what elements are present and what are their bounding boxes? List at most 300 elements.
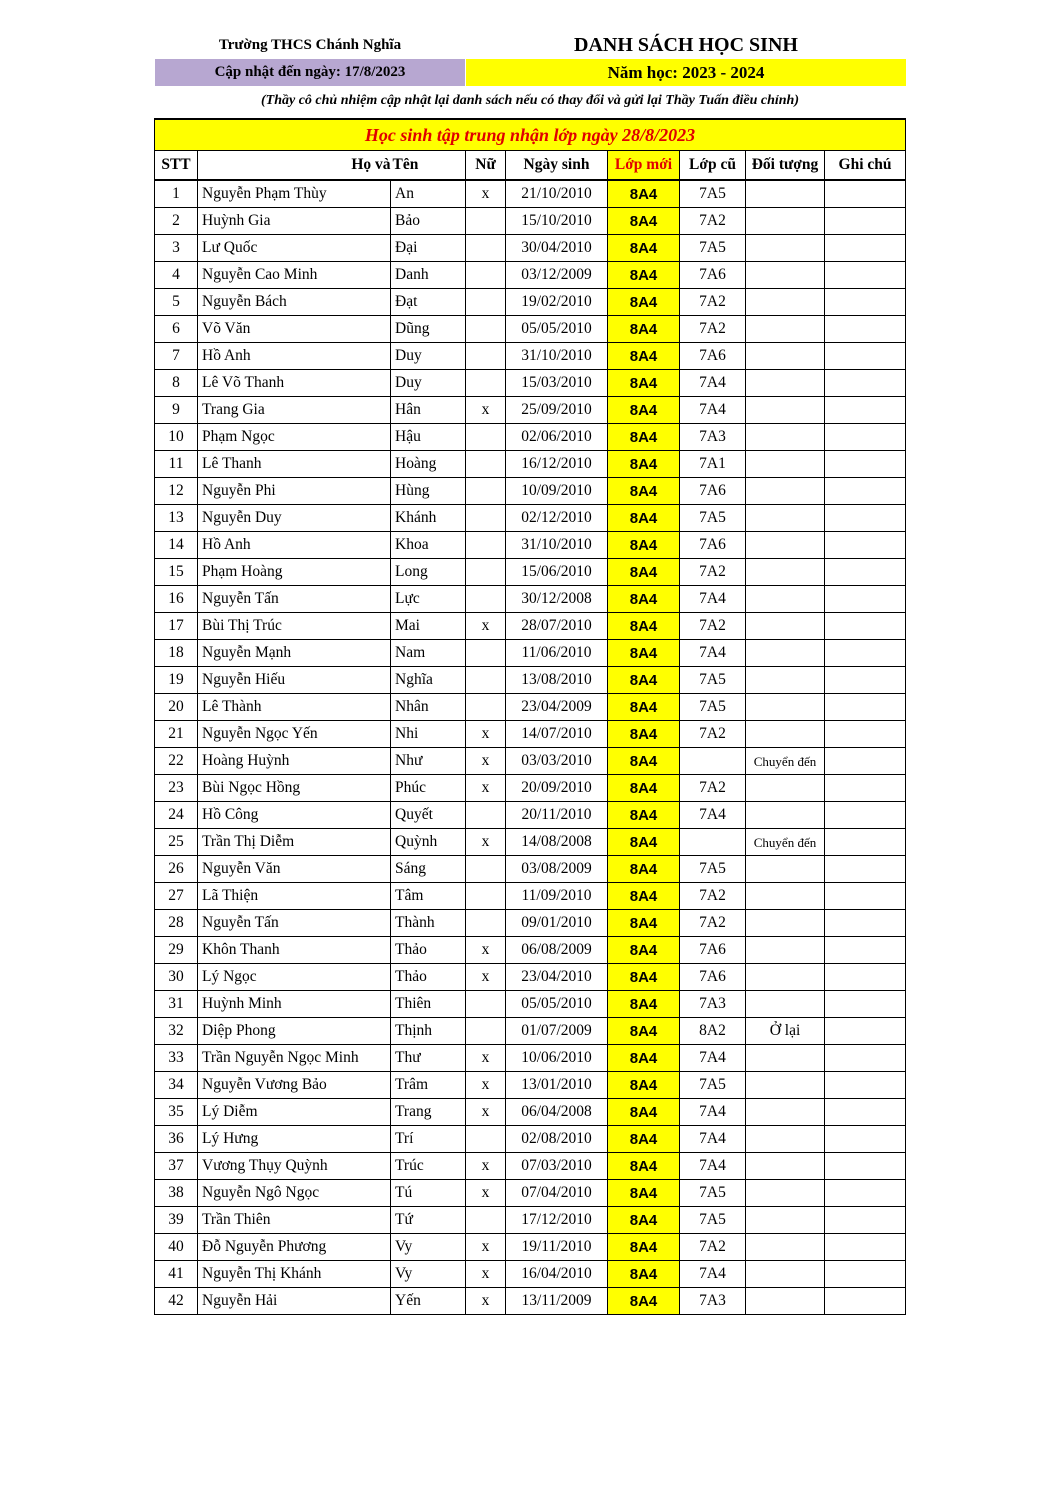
student-list: [154, 118, 905, 1315]
cell-hoten: Nguyễn Thị Khánh: [198, 1261, 391, 1288]
cell-lopcu: 7A4: [680, 640, 746, 667]
table-row: [155, 1234, 906, 1261]
cell-hoten: Lư Quốc: [198, 235, 391, 262]
cell-lopcu: 7A2: [680, 208, 746, 235]
cell-hoten: Võ Văn: [198, 316, 391, 343]
table-row: [155, 505, 906, 532]
table-row: [155, 775, 906, 802]
cell-lopmoi: 8A4: [608, 1180, 680, 1207]
cell-lopmoi: 8A4: [608, 505, 680, 532]
cell-nu: x: [466, 1288, 506, 1315]
cell-nu: [466, 1018, 506, 1045]
cell-ten: Như: [391, 748, 466, 775]
cell-ten: Phúc: [391, 775, 466, 802]
cell-doituong: [746, 180, 825, 208]
cell-hoten: Nguyễn Phạm Thùy: [198, 180, 391, 208]
cell-ghichu: [825, 424, 906, 451]
cell-ghichu: [825, 640, 906, 667]
cell-nu: x: [466, 775, 506, 802]
cell-nu: x: [466, 1180, 506, 1207]
col-hoten: Họ và: [198, 151, 391, 181]
cell-stt: 32: [155, 1018, 198, 1045]
cell-ghichu: [825, 235, 906, 262]
cell-lopmoi: 8A4: [608, 856, 680, 883]
cell-ngaysinh: 02/12/2010: [506, 505, 608, 532]
cell-lopmoi: 8A4: [608, 775, 680, 802]
cell-nu: x: [466, 721, 506, 748]
student-table: [154, 118, 906, 1315]
cell-hoten: Nguyễn Hải: [198, 1288, 391, 1315]
cell-ghichu: [825, 208, 906, 235]
table-row: [155, 829, 906, 856]
cell-ghichu: [825, 316, 906, 343]
cell-ten: Danh: [391, 262, 466, 289]
cell-lopmoi: 8A4: [608, 262, 680, 289]
cell-lopmoi: 8A4: [608, 1153, 680, 1180]
cell-ngaysinh: 30/04/2010: [506, 235, 608, 262]
cell-stt: 15: [155, 559, 198, 586]
cell-ten: Thịnh: [391, 1018, 466, 1045]
table-row: [155, 235, 906, 262]
col-ten: Tên: [391, 151, 466, 181]
table-row: [155, 1072, 906, 1099]
cell-ghichu: [825, 991, 906, 1018]
cell-ten: Nghĩa: [391, 667, 466, 694]
cell-stt: 18: [155, 640, 198, 667]
cell-stt: 33: [155, 1045, 198, 1072]
cell-ghichu: [825, 451, 906, 478]
cell-lopmoi: 8A4: [608, 478, 680, 505]
cell-lopmoi: 8A4: [608, 964, 680, 991]
cell-stt: 10: [155, 424, 198, 451]
cell-lopmoi: 8A4: [608, 1099, 680, 1126]
cell-doituong: [746, 883, 825, 910]
cell-ghichu: [825, 397, 906, 424]
cell-lopmoi: 8A4: [608, 1126, 680, 1153]
table-row: [155, 343, 906, 370]
cell-ghichu: [825, 1072, 906, 1099]
table-row: [155, 262, 906, 289]
cell-lopmoi: 8A4: [608, 883, 680, 910]
cell-ghichu: [825, 910, 906, 937]
cell-ten: Khoa: [391, 532, 466, 559]
cell-nu: x: [466, 1153, 506, 1180]
cell-lopcu: 7A5: [680, 505, 746, 532]
cell-stt: 25: [155, 829, 198, 856]
cell-doituong: [746, 451, 825, 478]
cell-lopcu: 7A5: [680, 1180, 746, 1207]
cell-lopcu: 7A2: [680, 559, 746, 586]
table-row: [155, 424, 906, 451]
cell-stt: 41: [155, 1261, 198, 1288]
table-row: [155, 802, 906, 829]
table-row: [155, 613, 906, 640]
cell-ngaysinh: 14/07/2010: [506, 721, 608, 748]
cell-ten: Hân: [391, 397, 466, 424]
cell-doituong: [746, 937, 825, 964]
col-lopcu: Lớp cũ: [680, 151, 746, 181]
cell-lopcu: 7A4: [680, 1261, 746, 1288]
cell-ngaysinh: 02/08/2010: [506, 1126, 608, 1153]
table-row: [155, 208, 906, 235]
cell-ten: Trang: [391, 1099, 466, 1126]
cell-ngaysinh: 16/04/2010: [506, 1261, 608, 1288]
cell-ngaysinh: 15/03/2010: [506, 370, 608, 397]
cell-lopmoi: 8A4: [608, 748, 680, 775]
cell-lopmoi: 8A4: [608, 937, 680, 964]
column-header-row: [155, 151, 906, 181]
cell-ngaysinh: 14/08/2008: [506, 829, 608, 856]
cell-stt: 20: [155, 694, 198, 721]
cell-nu: [466, 235, 506, 262]
col-lopmoi: Lớp mới: [608, 151, 680, 181]
table-row: [155, 937, 906, 964]
cell-lopcu: 7A5: [680, 667, 746, 694]
cell-ngaysinh: 17/12/2010: [506, 1207, 608, 1234]
cell-hoten: Nguyễn Tấn: [198, 586, 391, 613]
cell-ghichu: [825, 1045, 906, 1072]
cell-lopcu: 7A4: [680, 1126, 746, 1153]
cell-hoten: Nguyễn Mạnh: [198, 640, 391, 667]
school-year: Năm học: 2023 - 2024: [466, 59, 906, 86]
cell-lopmoi: 8A4: [608, 208, 680, 235]
table-row: [155, 1126, 906, 1153]
cell-doituong: [746, 235, 825, 262]
cell-ten: Thư: [391, 1045, 466, 1072]
cell-lopmoi: 8A4: [608, 235, 680, 262]
cell-lopmoi: 8A4: [608, 1018, 680, 1045]
cell-stt: 31: [155, 991, 198, 1018]
cell-ngaysinh: 15/10/2010: [506, 208, 608, 235]
cell-ten: Duy: [391, 343, 466, 370]
cell-ghichu: [825, 802, 906, 829]
cell-lopmoi: 8A4: [608, 586, 680, 613]
cell-stt: 8: [155, 370, 198, 397]
table-body: [155, 180, 906, 1315]
cell-doituong: [746, 289, 825, 316]
cell-lopcu: 7A5: [680, 1207, 746, 1234]
cell-lopcu: 7A5: [680, 180, 746, 208]
cell-stt: 28: [155, 910, 198, 937]
cell-ngaysinh: 13/01/2010: [506, 1072, 608, 1099]
cell-stt: 38: [155, 1180, 198, 1207]
cell-hoten: Lý Diễm: [198, 1099, 391, 1126]
cell-ngaysinh: 07/04/2010: [506, 1180, 608, 1207]
cell-lopmoi: 8A4: [608, 1288, 680, 1315]
cell-lopmoi: 8A4: [608, 316, 680, 343]
cell-hoten: Lê Thanh: [198, 451, 391, 478]
cell-doituong: [746, 721, 825, 748]
cell-lopcu: 7A6: [680, 937, 746, 964]
cell-doituong: [746, 478, 825, 505]
cell-hoten: Phạm Ngọc: [198, 424, 391, 451]
cell-nu: [466, 505, 506, 532]
cell-nu: x: [466, 397, 506, 424]
cell-hoten: Nguyễn Hiếu: [198, 667, 391, 694]
cell-stt: 21: [155, 721, 198, 748]
cell-ghichu: [825, 478, 906, 505]
cell-ngaysinh: 06/08/2009: [506, 937, 608, 964]
cell-stt: 2: [155, 208, 198, 235]
cell-doituong: [746, 559, 825, 586]
cell-nu: [466, 424, 506, 451]
cell-lopmoi: 8A4: [608, 1207, 680, 1234]
cell-ten: Hoàng: [391, 451, 466, 478]
cell-hoten: Nguyễn Vương Bảo: [198, 1072, 391, 1099]
table-row: [155, 1180, 906, 1207]
cell-nu: [466, 667, 506, 694]
cell-ghichu: [825, 964, 906, 991]
cell-lopcu: 7A6: [680, 532, 746, 559]
cell-stt: 36: [155, 1126, 198, 1153]
cell-ten: Lực: [391, 586, 466, 613]
cell-ngaysinh: 16/12/2010: [506, 451, 608, 478]
cell-ten: Nam: [391, 640, 466, 667]
cell-stt: 34: [155, 1072, 198, 1099]
cell-stt: 11: [155, 451, 198, 478]
cell-hoten: Hoàng Huỳnh: [198, 748, 391, 775]
cell-lopcu: 7A2: [680, 289, 746, 316]
cell-lopmoi: 8A4: [608, 910, 680, 937]
cell-ten: Thảo: [391, 964, 466, 991]
cell-ten: Nhi: [391, 721, 466, 748]
cell-hoten: Hồ Anh: [198, 343, 391, 370]
table-row: [155, 856, 906, 883]
cell-stt: 39: [155, 1207, 198, 1234]
cell-ghichu: [825, 937, 906, 964]
cell-nu: [466, 856, 506, 883]
cell-ten: Quyết: [391, 802, 466, 829]
cell-lopcu: 7A1: [680, 451, 746, 478]
cell-lopcu: 7A3: [680, 424, 746, 451]
table-row: [155, 451, 906, 478]
cell-nu: [466, 694, 506, 721]
cell-hoten: Bùi Thị Trúc: [198, 613, 391, 640]
cell-doituong: [746, 397, 825, 424]
cell-hoten: Trần Nguyễn Ngọc Minh: [198, 1045, 391, 1072]
cell-lopcu: 7A3: [680, 991, 746, 1018]
cell-hoten: Trần Thiên: [198, 1207, 391, 1234]
table-row: [155, 991, 906, 1018]
cell-ten: Đạt: [391, 289, 466, 316]
cell-lopcu: 7A6: [680, 262, 746, 289]
cell-ghichu: [825, 694, 906, 721]
cell-lopmoi: 8A4: [608, 397, 680, 424]
cell-doituong: Chuyển đến: [746, 829, 825, 856]
cell-nu: x: [466, 964, 506, 991]
table-row: [155, 586, 906, 613]
cell-lopcu: 7A2: [680, 883, 746, 910]
cell-lopmoi: 8A4: [608, 721, 680, 748]
cell-hoten: Lý Hưng: [198, 1126, 391, 1153]
cell-lopmoi: 8A4: [608, 370, 680, 397]
cell-ngaysinh: 13/11/2009: [506, 1288, 608, 1315]
cell-ten: Long: [391, 559, 466, 586]
cell-stt: 26: [155, 856, 198, 883]
cell-nu: [466, 451, 506, 478]
table-row: [155, 694, 906, 721]
cell-hoten: Nguyễn Bách: [198, 289, 391, 316]
cell-hoten: Bùi Ngọc Hồng: [198, 775, 391, 802]
cell-ngaysinh: 10/09/2010: [506, 478, 608, 505]
cell-doituong: [746, 1099, 825, 1126]
cell-nu: x: [466, 613, 506, 640]
cell-doituong: [746, 775, 825, 802]
cell-doituong: [746, 424, 825, 451]
cell-ten: Thành: [391, 910, 466, 937]
cell-nu: [466, 559, 506, 586]
cell-ghichu: [825, 1180, 906, 1207]
table-row: [155, 640, 906, 667]
cell-ghichu: [825, 586, 906, 613]
cell-lopmoi: 8A4: [608, 1072, 680, 1099]
cell-nu: x: [466, 1261, 506, 1288]
table-row: [155, 1018, 906, 1045]
cell-lopcu: 7A2: [680, 316, 746, 343]
cell-doituong: [746, 1072, 825, 1099]
cell-hoten: Khôn Thanh: [198, 937, 391, 964]
cell-ngaysinh: 19/02/2010: [506, 289, 608, 316]
cell-lopcu: 7A2: [680, 721, 746, 748]
cell-lopmoi: 8A4: [608, 424, 680, 451]
cell-hoten: Nguyễn Ngọc Yến: [198, 721, 391, 748]
table-row: [155, 1261, 906, 1288]
banner-row: [155, 119, 906, 151]
cell-lopcu: 7A4: [680, 397, 746, 424]
table-row: [155, 370, 906, 397]
cell-ten: Tứ: [391, 1207, 466, 1234]
cell-lopmoi: 8A4: [608, 667, 680, 694]
cell-ten: Trí: [391, 1126, 466, 1153]
cell-ghichu: [825, 289, 906, 316]
table-row: [155, 964, 906, 991]
cell-lopmoi: 8A4: [608, 694, 680, 721]
table-row: [155, 397, 906, 424]
cell-lopcu: 7A2: [680, 613, 746, 640]
cell-ngaysinh: 11/09/2010: [506, 883, 608, 910]
table-row: [155, 1099, 906, 1126]
cell-lopcu: 7A2: [680, 775, 746, 802]
cell-hoten: Nguyễn Tấn: [198, 910, 391, 937]
cell-ghichu: [825, 1234, 906, 1261]
cell-ghichu: [825, 721, 906, 748]
cell-hoten: Diệp Phong: [198, 1018, 391, 1045]
cell-lopmoi: 8A4: [608, 451, 680, 478]
cell-ten: Thiên: [391, 991, 466, 1018]
cell-nu: [466, 640, 506, 667]
cell-ngaysinh: 07/03/2010: [506, 1153, 608, 1180]
cell-ghichu: [825, 748, 906, 775]
cell-doituong: [746, 910, 825, 937]
cell-ngaysinh: 03/03/2010: [506, 748, 608, 775]
cell-lopmoi: 8A4: [608, 532, 680, 559]
cell-nu: [466, 343, 506, 370]
table-row: [155, 289, 906, 316]
cell-ngaysinh: 31/10/2010: [506, 343, 608, 370]
cell-lopmoi: 8A4: [608, 802, 680, 829]
cell-nu: x: [466, 829, 506, 856]
cell-ngaysinh: 03/08/2009: [506, 856, 608, 883]
cell-hoten: Nguyễn Văn: [198, 856, 391, 883]
cell-ghichu: [825, 1207, 906, 1234]
cell-stt: 4: [155, 262, 198, 289]
cell-lopmoi: 8A4: [608, 1234, 680, 1261]
cell-lopcu: 7A3: [680, 1288, 746, 1315]
cell-ten: Khánh: [391, 505, 466, 532]
cell-nu: [466, 316, 506, 343]
cell-stt: 3: [155, 235, 198, 262]
cell-doituong: [746, 856, 825, 883]
cell-nu: [466, 262, 506, 289]
updated-date: Cập nhật đến ngày: 17/8/2023: [155, 59, 465, 86]
cell-stt: 22: [155, 748, 198, 775]
cell-doituong: [746, 1126, 825, 1153]
cell-ngaysinh: 20/09/2010: [506, 775, 608, 802]
cell-ghichu: [825, 829, 906, 856]
cell-ngaysinh: 31/10/2010: [506, 532, 608, 559]
cell-lopmoi: 8A4: [608, 1045, 680, 1072]
cell-doituong: [746, 640, 825, 667]
cell-ghichu: [825, 532, 906, 559]
cell-hoten: Nguyễn Ngô Ngọc: [198, 1180, 391, 1207]
cell-ten: Tâm: [391, 883, 466, 910]
cell-lopcu: 7A4: [680, 802, 746, 829]
cell-lopmoi: 8A4: [608, 1261, 680, 1288]
document-title: DANH SÁCH HỌC SINH: [574, 34, 798, 56]
cell-stt: 37: [155, 1153, 198, 1180]
cell-stt: 19: [155, 667, 198, 694]
cell-ten: Hậu: [391, 424, 466, 451]
col-ngaysinh: Ngày sinh: [506, 151, 608, 181]
cell-doituong: [746, 694, 825, 721]
cell-nu: [466, 208, 506, 235]
cell-ten: Thảo: [391, 937, 466, 964]
cell-nu: x: [466, 1072, 506, 1099]
cell-ten: Đại: [391, 235, 466, 262]
cell-doituong: [746, 586, 825, 613]
cell-nu: x: [466, 1099, 506, 1126]
cell-nu: x: [466, 1045, 506, 1072]
cell-doituong: [746, 532, 825, 559]
cell-lopmoi: 8A4: [608, 180, 680, 208]
cell-ghichu: [825, 883, 906, 910]
cell-nu: [466, 478, 506, 505]
cell-ghichu: [825, 1288, 906, 1315]
cell-ngaysinh: 15/06/2010: [506, 559, 608, 586]
cell-hoten: Lý Ngọc: [198, 964, 391, 991]
cell-lopcu: 8A2: [680, 1018, 746, 1045]
cell-ten: An: [391, 180, 466, 208]
cell-hoten: Hồ Anh: [198, 532, 391, 559]
cell-lopcu: 7A6: [680, 343, 746, 370]
cell-ten: Duy: [391, 370, 466, 397]
cell-nu: x: [466, 1234, 506, 1261]
cell-nu: [466, 991, 506, 1018]
cell-ghichu: [825, 505, 906, 532]
cell-doituong: [746, 1288, 825, 1315]
cell-doituong: [746, 370, 825, 397]
cell-ngaysinh: 03/12/2009: [506, 262, 608, 289]
cell-lopcu: 7A5: [680, 694, 746, 721]
cell-nu: [466, 1207, 506, 1234]
cell-ngaysinh: 21/10/2010: [506, 180, 608, 208]
cell-lopmoi: 8A4: [608, 991, 680, 1018]
table-row: [155, 667, 906, 694]
cell-hoten: Lã Thiện: [198, 883, 391, 910]
cell-doituong: Chuyển đến: [746, 748, 825, 775]
cell-ten: Nhân: [391, 694, 466, 721]
cell-nu: [466, 802, 506, 829]
